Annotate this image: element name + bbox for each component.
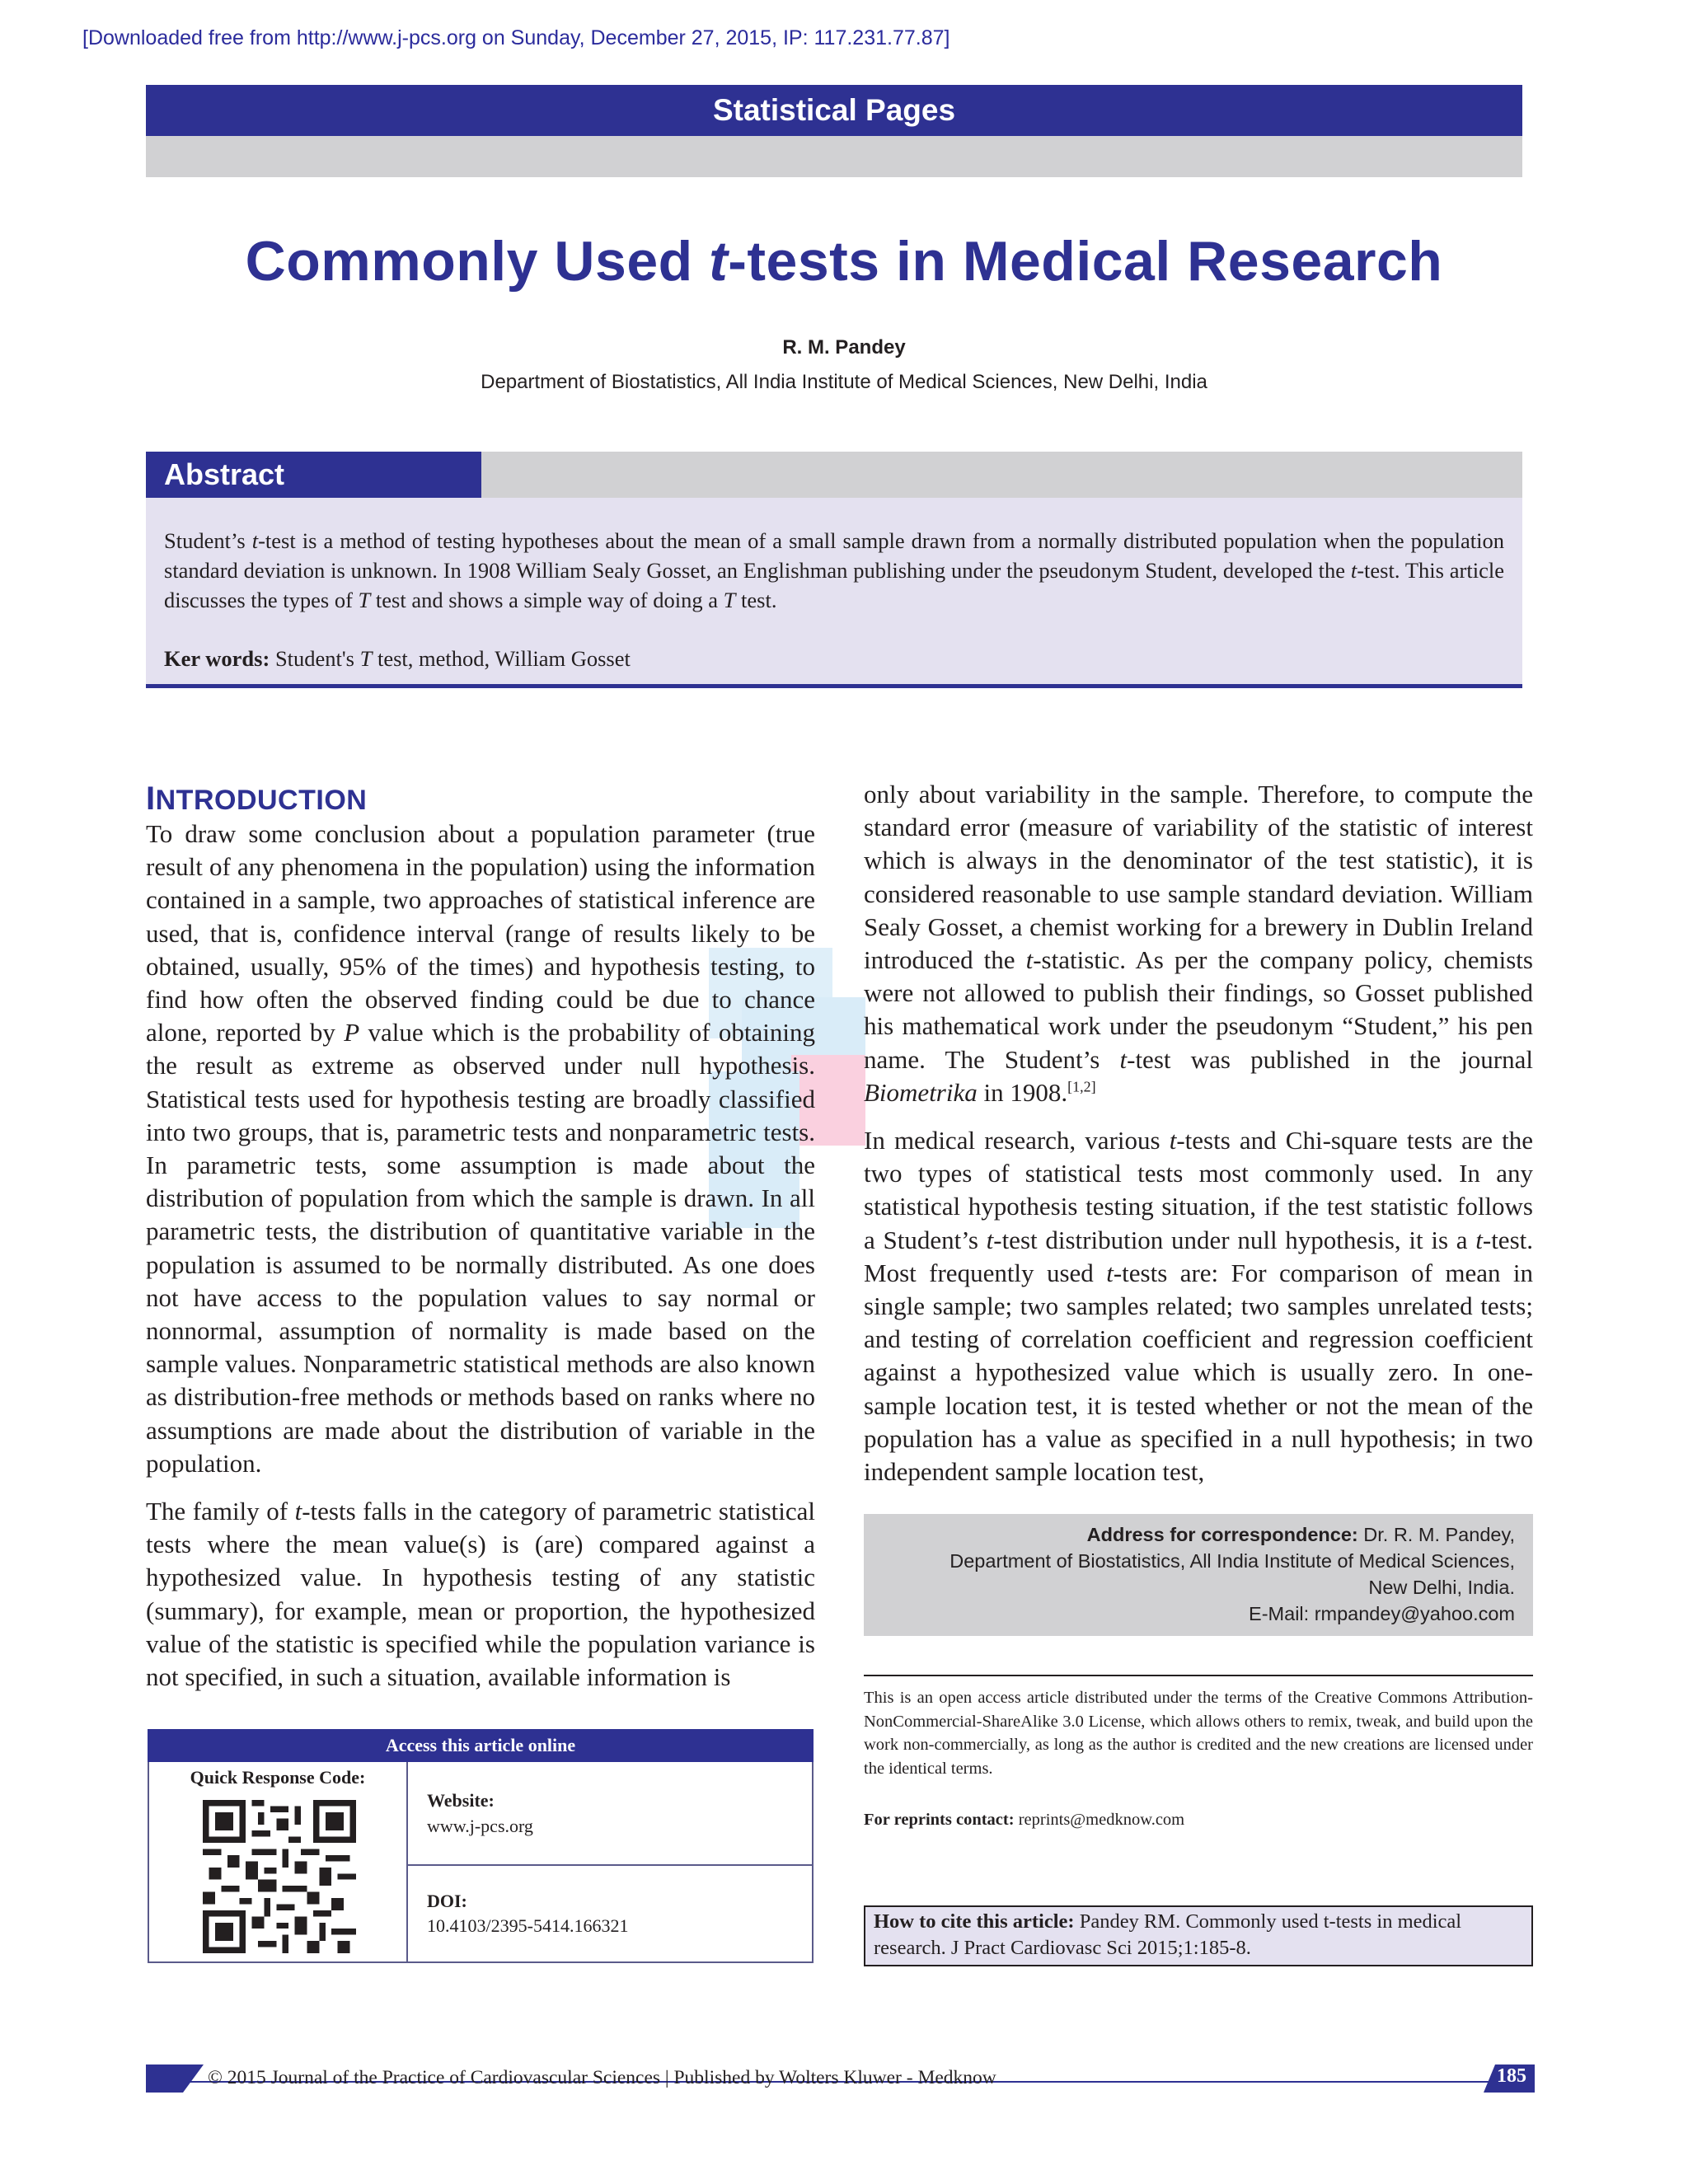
qr-code-icon[interactable]	[203, 1800, 356, 1953]
section-header-bar: Statistical Pages	[146, 85, 1522, 136]
paragraph: only about variability in the sample. Therefore, to compute the standard error (measure of variability of the statistic of interest which is always in the denominator of the test statistic), it is considered reasonable to use sample standard deviation. William Sealy Gosset, a chemist working for a brewery in Dublin Ireland introduced the t-statistic. As per the company policy, chemists were not allowed to publish their findings, so Gosset published his mathematical work under the pseudonym “Student,” his pen name. The Student’s t-test was published in the journal Biometrika in 1908.[1,2]	[864, 780, 1533, 1107]
correspondence-address: Address for correspondence: Dr. R. M. Pandey, Department of Biostatistics, All India Institute of Medical Sciences, New Delhi, India. E-Mail: rmpandey@yahoo.com	[864, 1521, 1515, 1627]
divider	[864, 1675, 1533, 1676]
footer-copyright: © 2015 Journal of the Practice of Cardiovascular Sciences | Published by Wolters Kluwer - Medknow	[208, 2067, 996, 2088]
body-column-right	[864, 778, 1533, 1503]
citation-text: How to cite this article: Pandey RM. Commonly used t-tests in medical research. J Pract Cardiovasc Sci 2015;1:185-8.	[874, 1910, 1462, 1959]
doi-label: DOI:	[427, 1891, 467, 1911]
page-number: 185	[1497, 2065, 1526, 2087]
section-heading-introduction: INTRODUCTION	[146, 780, 368, 817]
divider	[406, 1762, 408, 1963]
abstract-heading: Abstract	[146, 452, 481, 498]
license-text: This is an open access article distributed under the terms of the Creative Commons Attribution-NonCommercial-ShareAlike 3.0 License, which allows others to remix, tweak, and build upon the work non-commercially, as long as the author is credited and the new creations are licensed under the identical terms.	[864, 1689, 1533, 1778]
qr-code-label: Quick Response Code:	[190, 1767, 366, 1788]
doi-link[interactable]: 10.4103/2395-5414.166321	[427, 1915, 629, 1936]
section-header-subbar	[146, 136, 1522, 177]
access-article-heading: Access this article online	[148, 1729, 814, 1762]
divider	[408, 1864, 814, 1866]
body-column-left	[146, 818, 815, 1708]
footer-ornament-left	[146, 2064, 204, 2093]
article-title: Commonly Used t-tests in Medical Research	[245, 230, 1443, 293]
download-banner: [Downloaded free from http://www.j-pcs.org on Sunday, December 27, 2015, IP: 117.231.77.87]	[82, 26, 950, 49]
website-label: Website:	[427, 1790, 495, 1811]
paragraph: In medical research, various t-tests and Chi-square tests are the two types of statistical tests most commonly used. In any statistical hypothesis testing situation, if the test statistic follows a Student’s t-test distribution under null hypothesis, it is a t-test. Most frequently used t-tests are: For comparison of mean in single sample; two samples related; two samples unrelated tests; and testing of correlation coefficient and regression coefficient against a hypothesized value which is usually zero. In one-sample location test, it is tested whether or not the mean of the population has a value as specified in a null hypothesis; in two independent sample location test,	[864, 1126, 1533, 1487]
reprints-contact: For reprints contact: reprints@medknow.com	[864, 1811, 1185, 1829]
abstract-text: Student’s t-test is a method of testing hypotheses about the mean of a small sample drawn from a normally distributed population when the population standard deviation is unknown. In 1908 William Sealy Gosset, an Englishman publishing under the pseudonym Student, developed the t-test. This article discusses the types of T test and shows a simple way of doing a T test.	[164, 528, 1504, 612]
citation-reference[interactable]: [1,2]	[1067, 1078, 1096, 1095]
paragraph: To draw some conclusion about a population parameter (true result of any phenomena in the population) using the information contained in a sample, two approaches of statistical inference are used, that is, confidence interval (range of results likely to be obtained, usually, 95% of the times) and hypothesis testing, to find how often the observed finding could be due to chance alone, reported by P value which is the probability of obtaining the result as extreme as observed under null hypothesis. Statistical tests used for hypothesis testing are broadly classified into two groups, that is, parametric tests and nonparametric tests. In parametric tests, some assumption is made about the distribution of population from which the sample is drawn. In all parametric tests, the distribution of quantitative variable in the population is assumed to be normally distributed. As one does not have access to the population values to say normal or nonnormal, assumption of normality is made based on the sample values. Nonparametric statistical methods are also known as distribution-free methods or methods based on ranks where no assumptions are made about the distribution of variable in the population.	[146, 819, 815, 1478]
paragraph: The family of t-tests falls in the category of parametric statistical tests where the mean value(s) is (are) compared against a hypothesized value. In hypothesis testing of any statistic (summary), for example, mean or proportion, the hypothesized value of the statistic is specified while the population variance is not specified, in such a situation, available information is	[146, 1497, 815, 1692]
reprints-email[interactable]: reprints@medknow.com	[1014, 1811, 1185, 1829]
keywords: Ker words: Student's T test, method, William Gosset	[164, 646, 631, 671]
author-affiliation: Department of Biostatistics, All India Institute of Medical Sciences, New Delhi, India	[481, 371, 1207, 393]
correspondence-email[interactable]: E-Mail: rmpandey@yahoo.com	[1249, 1603, 1515, 1624]
website-link[interactable]: www.j-pcs.org	[427, 1816, 533, 1836]
author-name: R. M. Pandey	[782, 336, 906, 359]
